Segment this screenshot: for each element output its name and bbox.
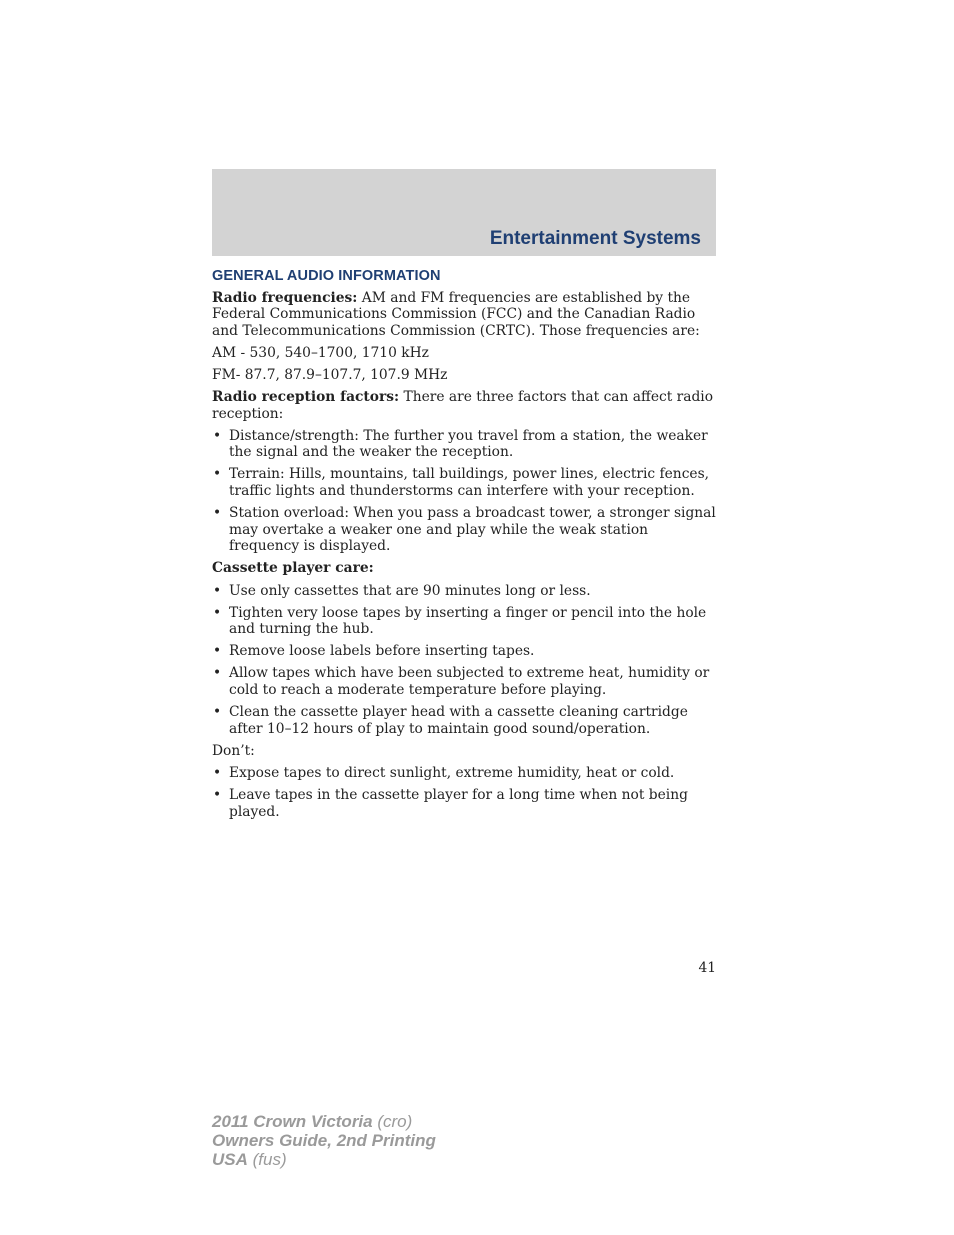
page-content [212,266,718,826]
list-item: • Tighten very loose tapes by inserting a finger or pencil into the hole and turning the hub. [213,604,707,638]
bullet-icon: • [213,786,222,803]
bullet-icon: • [213,643,222,660]
am-frequencies: AM - 530, 540–1700, 1710 kHz [212,344,429,361]
footer-line-guide: Owners Guide, 2nd Printing [212,1131,436,1150]
fm-frequencies: FM- 87.7, 87.9–107.7, 107.9 MHz [212,366,448,383]
reception-factors-text: There are three factors that can affect radio reception: [212,389,714,422]
page-number: 41 [698,960,716,976]
list-item: • Terrain: Hills, mountains, tall buildings, power lines, electric fences, traffic lights and thunderstorms can interfere with your reception. [213,466,710,500]
section-heading: GENERAL AUDIO INFORMATION [212,268,441,284]
bullet-icon: • [213,764,222,781]
bullet-icon: • [213,505,222,522]
bullet-icon: • [213,604,222,621]
list-item: • Expose tapes to direct sunlight, extreme humidity, heat or cold. [213,764,675,781]
reception-factors-label: Radio reception factors: [212,389,400,406]
list-item: • Allow tapes which have been subjected to extreme heat, humidity or cold to reach a moderate temperature before playing. [213,665,710,698]
section-header-bar [212,169,716,256]
list-item: • Use only cassettes that are 90 minutes long or less. [213,582,591,599]
list-item: • Remove loose labels before inserting tapes. [213,643,535,660]
list-item: • Clean the cassette player head with a cassette cleaning cartridge after 10–12 hours of play to maintain good sound/operation. [213,704,688,737]
radio-frequencies-text: AM and FM frequencies are established by the Federal Communications Commission (FCC) and the Canadian Radio and Telecommunications Commission (CRTC). Those frequencies are: [212,289,700,339]
reception-factors-paragraph [212,389,718,422]
bullet-icon: • [213,704,222,721]
list-item: • Station overload: When you pass a broadcast tower, a stronger signal may overtake a weaker one and play while the weak station frequency is displayed. [213,505,716,555]
bullet-icon: • [213,466,222,483]
footer-line-model: 2011 Crown Victoria (cro) [212,1112,413,1131]
bullet-icon: • [213,427,222,444]
list-item: • Distance/strength: The further you travel from a station, the weaker the signal and the weaker the reception. [213,427,708,461]
footer-line-market: USA (fus) [212,1150,287,1169]
reception-factors-list [212,428,718,555]
radio-frequencies-label: Radio frequencies: [212,289,358,306]
document-footer [212,1112,436,1169]
cassette-care-label: Cassette player care: [212,560,374,577]
radio-frequencies-paragraph [212,290,718,340]
cassette-care-list [212,583,718,738]
bullet-icon: • [213,582,222,599]
list-item: • Leave tapes in the cassette player for a long time when not being played. [213,786,688,820]
dont-label: Don’t: [212,742,255,759]
section-title: Entertainment Systems [489,228,701,249]
dont-list [212,765,718,820]
bullet-icon: • [213,665,222,682]
